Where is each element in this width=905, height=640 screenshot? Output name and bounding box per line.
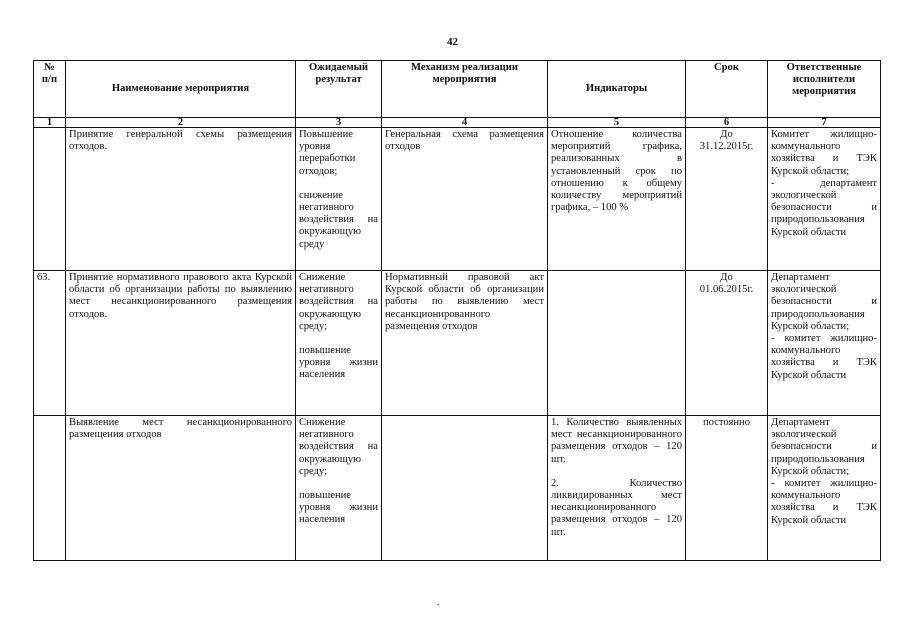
header-row xyxy=(34,61,881,118)
mechanism: Нормативный правовой акт Курской области об организации работы по выявлению мест несанкционированного размещения отходов xyxy=(382,271,548,416)
result-item: повышение уровня жизни населения xyxy=(299,490,378,526)
header-executors: Ответственные исполнители мероприятия xyxy=(768,61,881,118)
header-indicators: Индикаторы xyxy=(548,61,686,118)
column-number: 7 xyxy=(768,118,881,128)
table-row xyxy=(34,271,881,416)
page-number: 42 xyxy=(447,36,458,48)
term: постоянно xyxy=(686,416,768,561)
result-item: снижение негативного воздействия на окружающую среду xyxy=(299,189,378,250)
indicators xyxy=(548,271,686,416)
result-item: Снижение негативного воздействия на окружающую среду; xyxy=(299,417,378,477)
expected-result xyxy=(296,416,382,561)
executors: Комитет жилищно-коммунального хозяйства и ТЭК Курской области; - департамент экологической безопасности и природопользования Курской области xyxy=(768,128,881,271)
measure-name: Выявление мест несанкционированного размещения отходов xyxy=(66,416,296,561)
indicator-item: 2. Количество ликвидированных мест несанкционированного размещения отходов – 120 шт. xyxy=(551,477,682,538)
row-number xyxy=(34,416,66,561)
term: До 01.06.2015г. xyxy=(686,271,768,416)
header-term: Срок xyxy=(686,61,768,118)
header-mechanism: Механизм реализации мероприятия xyxy=(382,61,548,118)
executors: Департамент экологической безопасности и природопользования Курской области; - комитет жилищно-коммунального хозяйства и ТЭК Курской области xyxy=(768,271,881,416)
indicators xyxy=(548,416,686,561)
result-item: Повышение уровня переработки отходов; xyxy=(299,129,356,177)
measure-name: Принятие нормативного правового акта Курской области об организации работы по выявлению мест несанкционированного размещения отходов. xyxy=(66,271,296,416)
measures-table xyxy=(33,60,881,561)
column-number: 1 xyxy=(34,118,66,128)
term: До 31.12.2015г. xyxy=(686,128,768,271)
table-row xyxy=(34,128,881,271)
expected-result xyxy=(296,271,382,416)
header-result: Ожидаемый результат xyxy=(296,61,382,118)
header-name: Наименование мероприятия xyxy=(66,61,296,118)
column-number: 2 xyxy=(66,118,296,128)
mechanism: Генеральная схема размещения отходов xyxy=(382,128,548,271)
row-number xyxy=(34,128,66,271)
indicator-item: Отношение количества мероприятий графика, реализованных в установленный срок по отношению к общему количеству мероприятий графика, – 100 % xyxy=(551,129,682,214)
executors: Департамент экологической безопасности и природопользования Курской области; - комитет жилищно-коммунального хозяйства и ТЭК Курской области xyxy=(768,416,881,561)
row-number: 63. xyxy=(34,271,66,416)
table-row xyxy=(34,416,881,561)
result-item: Снижение негативного воздействия на окружающую среду; xyxy=(299,272,378,332)
header-number: № п/п xyxy=(34,61,66,118)
column-number: 6 xyxy=(686,118,768,128)
mechanism xyxy=(382,416,548,561)
result-item: повышение уровня жизни населения xyxy=(299,345,378,381)
column-number: 5 xyxy=(548,118,686,128)
footer-mark: . xyxy=(437,597,440,607)
measure-name: Принятие генеральной схемы размещения отходов. xyxy=(66,128,296,271)
column-number: 4 xyxy=(382,118,548,128)
column-number: 3 xyxy=(296,118,382,128)
indicator-item: 1. Количество выявленных мест несанкционированного размещения отходов – 120 шт. xyxy=(551,417,682,465)
indicators xyxy=(548,128,686,271)
column-number-row xyxy=(34,118,881,128)
expected-result xyxy=(296,128,382,271)
